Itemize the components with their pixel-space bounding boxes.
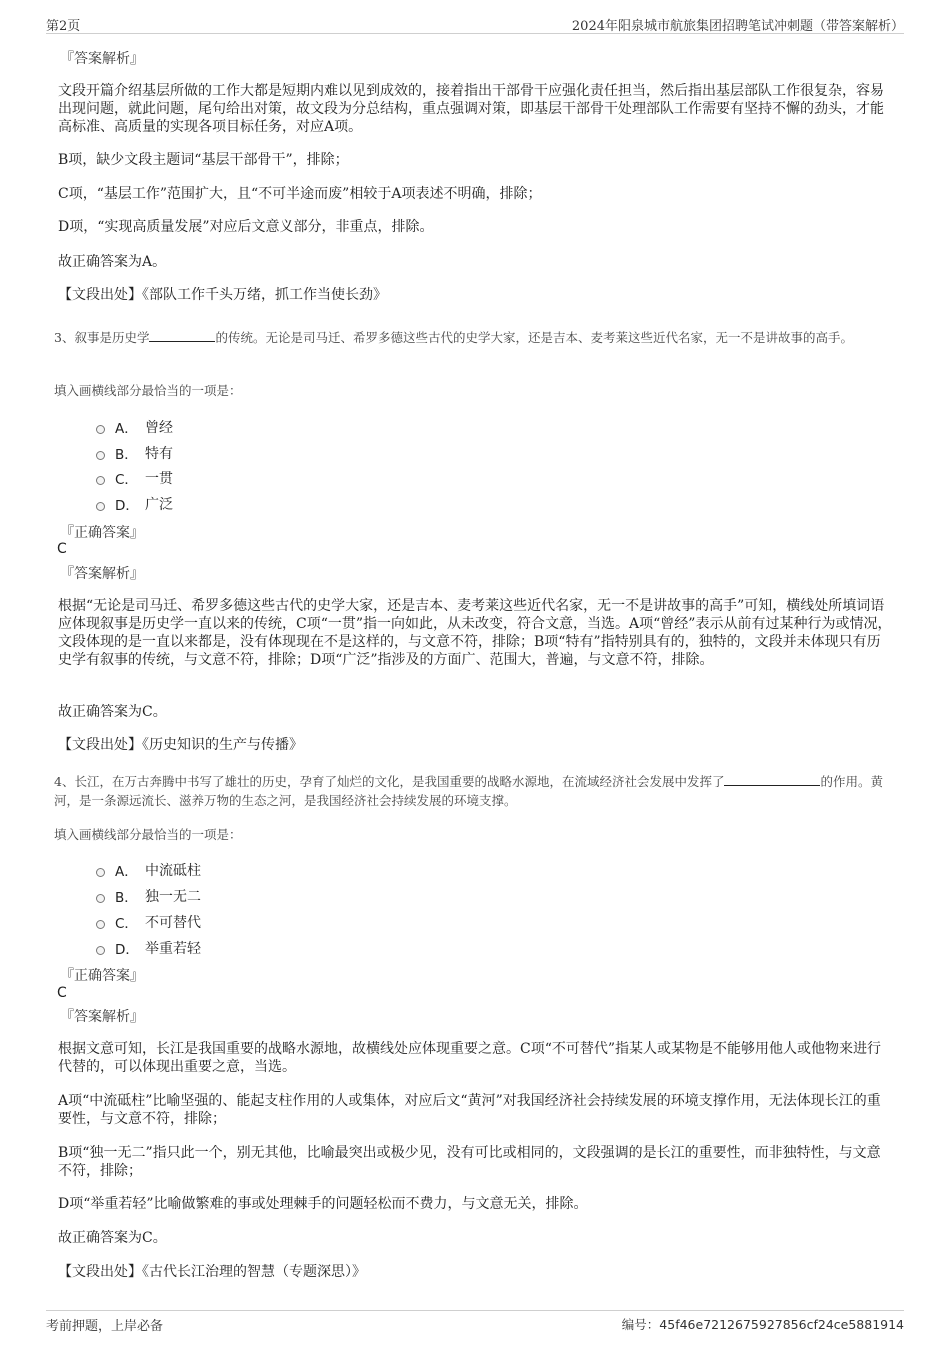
- q2-analysis-paragraph: 文段开篇介绍基层所做的工作大都是短期内难以见到成效的，接着指出干部骨干应强化责任担当，然后指出基层部队工作很复杂，容易出现问题，就此问题，尾句给出对策，故文段为分总结构，重点强调对策，即基层干部骨干处理部队工作需要有坚持不懈的劲头，才能高标准、高质量的实现各项目标任务，对应A项。: [58, 83, 884, 135]
- option-text: 不可替代: [145, 915, 201, 931]
- q4-blank: [724, 772, 820, 786]
- q2-analysis-label: 『答案解析』: [60, 51, 144, 67]
- q4-stem-end: 的作用。黄河，是一条源远流长、滋养万物的生态之河，是我国经济社会持续发展的环境支撑。: [54, 774, 883, 808]
- radio-icon[interactable]: [96, 425, 105, 434]
- radio-icon[interactable]: [96, 920, 105, 929]
- q4-correct-label: 『正确答案』: [60, 968, 144, 984]
- code-value: 45f46e7212675927856cf24ce5881914: [659, 1317, 904, 1332]
- q3-conclusion: 故正确答案为C。: [58, 704, 167, 720]
- radio-icon[interactable]: [96, 868, 105, 877]
- q4-analysis-paragraph: 根据文意可知，长江是我国重要的战略水源地，故横线处应体现重要之意。C项“不可替代”指某人或某物是不能够用他人或他物来进行代替的，可以体现出重要之意，当选。: [58, 1041, 882, 1075]
- q3-correct-value: C: [57, 541, 67, 557]
- q4-stem-start: 4、长江，在万古奔腾中书写了雄壮的历史，孕育了灿烂的文化，是我国重要的战略水源地，在流域经济社会发展中发挥了: [54, 774, 725, 789]
- option-letter: A．: [115, 864, 138, 880]
- document-code: [622, 1315, 904, 1333]
- q3-correct-label: 『正确答案』: [60, 525, 144, 541]
- page-number: 第2页: [46, 19, 81, 34]
- option-letter: B．: [115, 890, 138, 906]
- option-letter: A．: [115, 421, 138, 437]
- q4-analysis-option-b: B项“独一无二”指只此一个，别无其他，比喻最突出或极少见，没有可比或相同的，文段强调的是长江的重要性，而非独特性，与文意不符，排除；: [58, 1145, 881, 1179]
- option-text: 独一无二: [145, 889, 201, 905]
- radio-icon[interactable]: [96, 476, 105, 485]
- page-footer: [46, 1310, 904, 1334]
- q4-conclusion: 故正确答案为C。: [58, 1230, 167, 1246]
- q4-analysis-label: 『答案解析』: [60, 1009, 144, 1025]
- q4-source: 【文段出处】《古代长江治理的智慧（专题深思）》: [58, 1264, 366, 1280]
- option-text: 特有: [145, 446, 173, 462]
- option-text: 中流砥柱: [145, 863, 201, 879]
- option-letter: C．: [115, 916, 138, 932]
- q3-prompt: 填入画横线部分最恰当的一项是：: [54, 383, 242, 398]
- option-letter: B．: [115, 447, 138, 463]
- q4-stem: [54, 772, 904, 810]
- q2-analysis-option-c: C项，“基层工作”范围扩大，且“不可半途而废”相较于A项表述不明确，排除；: [58, 186, 542, 202]
- q2-analysis-option-b: B项，缺少文段主题词“基层干部骨干”，排除；: [58, 152, 349, 168]
- option-text: 举重若轻: [145, 941, 201, 957]
- q3-analysis-label: 『答案解析』: [60, 566, 144, 582]
- q3-blank: [149, 328, 215, 342]
- radio-icon[interactable]: [96, 451, 105, 460]
- code-label: 编号：: [621, 1317, 660, 1332]
- q3-stem-start: 3、叙事是历史学: [54, 330, 150, 345]
- option-text: 一贯: [145, 471, 173, 487]
- footer-slogan: 考前押题，上岸必备: [46, 1319, 164, 1334]
- option-letter: C．: [115, 472, 138, 488]
- radio-icon[interactable]: [96, 894, 105, 903]
- page-header: [46, 13, 904, 34]
- q3-analysis-paragraph: 根据“无论是司马迁、希罗多德这些古代的史学大家，还是吉本、麦考莱这些近代名家，无一不是讲故事的高手”可知，横线处所填词语应体现叙事是历史学一直以来的传统，C项“一贯”指一向如此，从未改变，符合文意，当选。A项“曾经”表示从前有过某种行为或情况，文段体现的是一直以来都是，没有体现现在不是这样的，与文意不符，排除；B项“特有”指特别具有的，独特的，文段并未体现只有历史学有叙事的传统，与文意不符，排除；D项“广泛”指涉及的方面广、范围大，普遍，与文意不符，排除。: [58, 598, 892, 668]
- option-text: 曾经: [145, 420, 173, 436]
- option-letter: D．: [115, 498, 139, 514]
- q3-stem-end: 的传统。无论是司马迁、希罗多德这些古代的史学大家，还是吉本、麦考莱这些近代名家，无一不是讲故事的高手。: [215, 330, 853, 345]
- q4-analysis-option-d: D项“举重若轻”比喻做繁难的事或处理棘手的问题轻松而不费力，与文意无关，排除。: [58, 1196, 588, 1212]
- q2-source: 【文段出处】《部队工作千头万绪，抓工作当使长劲》: [58, 287, 387, 303]
- radio-icon[interactable]: [96, 502, 105, 511]
- q3-stem: [54, 328, 904, 347]
- q2-analysis-option-d: D项，“实现高质量发展”对应后文意义部分，非重点，排除。: [58, 219, 434, 235]
- q4-prompt: 填入画横线部分最恰当的一项是：: [54, 827, 242, 842]
- option-text: 广泛: [145, 497, 173, 513]
- radio-icon[interactable]: [96, 946, 105, 955]
- option-letter: D．: [115, 942, 139, 958]
- q4-correct-value: C: [57, 985, 67, 1001]
- q4-analysis-option-a: A项“中流砥柱”比喻坚强的、能起支柱作用的人或集体，对应后文“黄河”对我国经济社会持续发展的环境支撑作用，无法体现长江的重要性，与文意不符，排除；: [58, 1093, 881, 1127]
- q2-conclusion: 故正确答案为A。: [58, 254, 167, 270]
- q3-source: 【文段出处】《历史知识的生产与传播》: [58, 737, 303, 753]
- document-title: 2024年阳泉城市航旅集团招聘笔试冲刺题（带答案解析）: [571, 19, 904, 34]
